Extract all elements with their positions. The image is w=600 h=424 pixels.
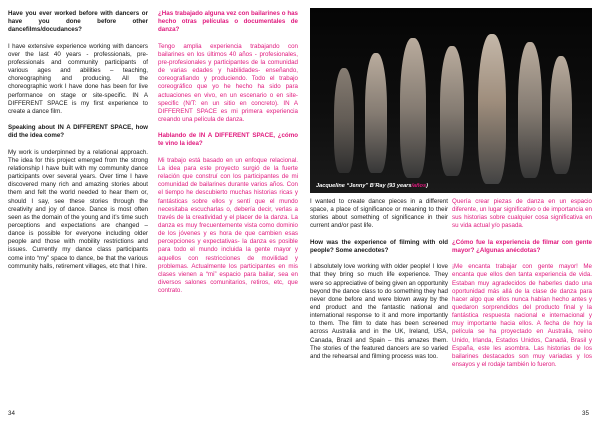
paragraph-different-space: I wanted to create dance pieces in a different space, a place of significance or meaning to their stories about something of significance in their current and/or past life.: [310, 198, 448, 230]
caption-close: ): [426, 183, 428, 189]
right-column-english: [310, 198, 448, 369]
caption-name: Jacqueline “Jenny” B’Ray: [316, 183, 386, 189]
left-column-spanish: [158, 10, 298, 304]
respuesta-origen-idea: Mi trabajo está basado en un enfoque relacional. La idea para este proyecto surgió de la fuerte relación que construí con los participantes de mi comunidad de bailarines durante varios años. Con el tiempo he descubierto muchas historias ricas y fantásticas sobre ellos y sentí que el mundo necesitaba escucharlas o, debería decir, verlas a través de la creatividad y el placer de la danza. La danza es muy frecuentemente vista como dominio de los jóvenes y es hora de que cambien esas percepciones y expectativas- la danza es posible para todo el mundo incluida la gente mayor y aquellos con restricciones de movilidad y problemas. Actualmente los participantes en mis clases vienen a “mi” espacio para bailar, sea en diversos salones comunitarios, retiros, etc, que contrato.: [158, 156, 298, 295]
respuesta-experiencia-previa: Tengo amplia experiencia trabajando con bailarines en los últimos 40 años - profesionales, pre-profesionales y participantes de la comunidad de varias edades y habilidades- enseñando, coreografiando y produciendo. Todo el trabajo coreográfico que yo he hecho ha sido para actuaciones en vivo, en un escenario o en site-specific (N/T: en un sitio en concreto). IN A DIFFERENT SPACE es mi primera experiencia creando una película de danza.: [158, 42, 298, 124]
page-number-right: 35: [582, 410, 589, 417]
caption-age: (93 years: [387, 183, 412, 189]
dancer-figure: [400, 38, 426, 178]
pregunta-experiencia-previa: ¿Has trabajado alguna vez con bailarines o has hecho otras películas o documentales de danza?: [158, 10, 298, 34]
pregunta-origen-idea: Hablando de IN A DIFFERENT SPACE, ¿cómo te vino la idea?: [158, 132, 298, 148]
answer-idea-origin: My work is underpinned by a relational approach. The idea for this project emerged from the strong relationship I have built with my community dance participants over several years. Over time I have discovered many rich and amazing stories about them and felt the world needed to hear them or, should I say, see these stories through the creativity and joy of dance. Dance is most often seen as the domain of the young and it’s time such perceptions and expectations are changed – dance is possible for everyone including older people and those with mobility restrictions and issues. Currently my dance class participants come into “my” space to dance, be that the various community halls, retirement villages, etc that I hire.: [8, 148, 148, 270]
parrafo-espacio-diferente: Quería crear piezas de danza en un espacio diferente, un lugar significativo o de importancia en sus historias sobre cualquier cosa significativa en su vida actual y/o pasada.: [452, 198, 592, 230]
dancer-figure: [550, 56, 572, 174]
page-number-left: 34: [8, 410, 15, 417]
question-prior-experience: Have you ever worked before with dancers or have you done before other dancefilms/docudances?: [8, 10, 148, 34]
photo-caption: [316, 183, 428, 189]
pregunta-experiencia-filmar: ¿Cómo fue la experiencia de filmar con gente mayor? ¿Algunas anécdotas?: [452, 238, 592, 254]
dancer-figure: [440, 46, 464, 176]
right-column-spanish: [452, 198, 592, 377]
question-idea-origin: Speaking about IN A DIFFERENT SPACE, how did the idea come?: [8, 124, 148, 140]
dancers-photo: [310, 8, 592, 193]
answer-filming-experience: I absolutely love working with older people! I love that they bring so much life experience. They were so appreciative of being given an opportunity beyond the dance class to do something they had never done before and were blown away by the end product and the fantastic national and international response to it and more importantly to them. The film to date has been screened across Australia and in the UK, Ireland, USA, Canada, Brazil and Spain – this amazes them. The stories of the featured dancers are so varied and the rehearsal and filming process was too.: [310, 263, 448, 360]
left-column-english: [8, 10, 148, 279]
caption-age-spanish: /años: [411, 183, 427, 189]
question-filming-experience: How was the experience of filming with old people? Some anecdotes?: [310, 238, 448, 254]
dancer-figure: [518, 42, 542, 178]
dancer-figure: [365, 53, 387, 173]
dancer-figure: [334, 68, 354, 173]
respuesta-experiencia-filmar: ¡Me encanta trabajar con gente mayor! Me encanta que ellos den tanta experiencia de vida. Estaban muy agradecidos de haberles dado una oportunidad más allá de la clase de danza para hacer algo que ellos nunca habían hecho antes y quedaron sorprendidos del producto final y la fantástica respuesta nacional e internacional y muy importante hacia ellos. A fecha de hoy la película se ha proyectado en Australia, reino Unido, Irlanda, Estados Unidos, Canadá, Brasil y España, este les asombra. Las historias de los bailarines destacados son muy variadas y los ensayos y el rodaje también lo fueron.: [452, 263, 592, 369]
answer-prior-experience: I have extensive experience working with dancers over the last 40 years - professionals, pre-professionals and community participants of various ages and abilities – teaching, choreographing and producing. All the choreographic work I have done has been for live performance on stage or site-specific. IN A DIFFERENT SPACE is my first experience to create a dance film.: [8, 42, 148, 115]
dancer-figure: [478, 34, 506, 184]
